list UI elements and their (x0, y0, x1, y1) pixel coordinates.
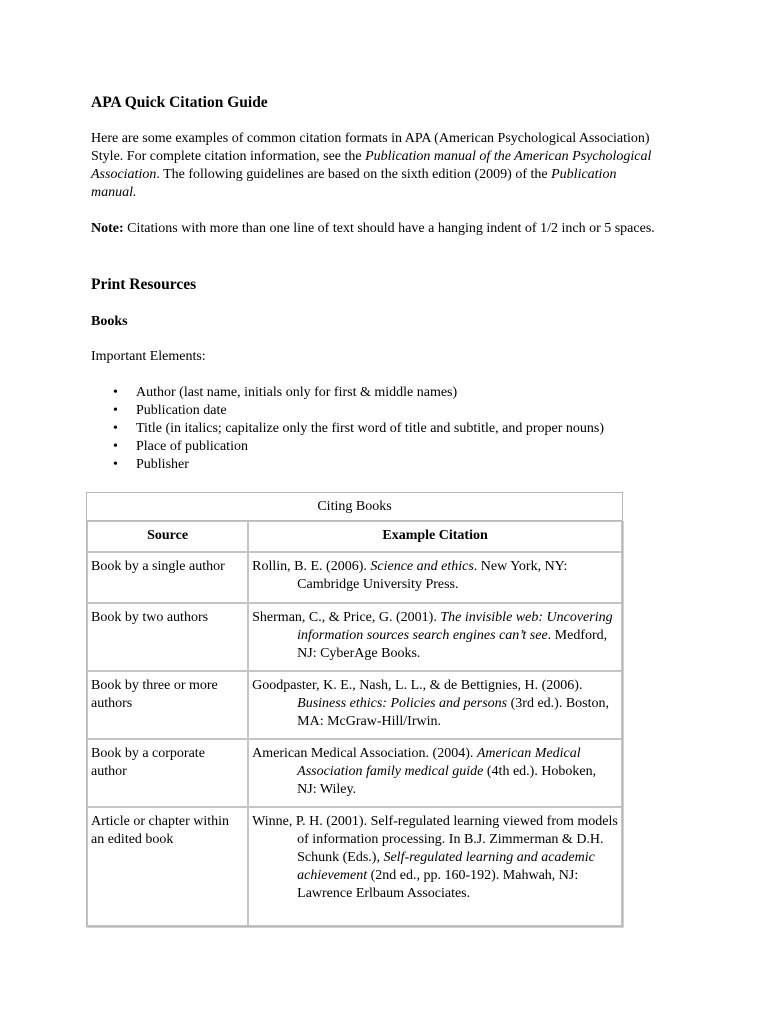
citation-author-year: Rollin, B. E. (2006). (252, 559, 371, 574)
note-label: Note: (91, 221, 124, 236)
table-caption: Citing Books (86, 492, 623, 520)
citation-publisher: (4th ed.). Hoboken, NJ: Wiley. (297, 764, 597, 797)
citation-title: The invisible web: Uncovering information sources search engines can’t see (297, 610, 613, 643)
list-item: • Publisher (91, 456, 604, 474)
important-elements-label: Important Elements: (91, 349, 206, 364)
source-cell: Book by three or more authors (87, 671, 248, 739)
table-header-row (87, 521, 622, 552)
source-cell: Book by two authors (87, 603, 248, 671)
citation-cell (248, 739, 622, 807)
citation-title: American Medical Association family medical guide (297, 746, 581, 779)
citation-author-year: American Medical Association. (2004). (252, 746, 477, 761)
intro-italic-manual-title: Publication manual of the American Psychological Association (91, 149, 652, 182)
table-row (87, 807, 622, 926)
source-cell: Book by a single author (87, 552, 248, 603)
citation-title: Business ethics: Policies and persons (297, 696, 508, 711)
section-heading-print-resources: Print Resources (91, 276, 197, 293)
citation-text (252, 745, 618, 799)
table-row (87, 671, 622, 739)
list-item: • Author (last name, initials only for first & middle names) (91, 384, 604, 402)
page-title: APA Quick Citation Guide (91, 94, 268, 111)
citation-author-year: Goodpaster, K. E., Nash, L. L., & de Bettignies, H. (2006). (252, 678, 583, 693)
citation-author-year: Winne, P. H. (2001). Self-regulated learning viewed from models of information processing. In B.J. Zimmerman & D.H. Schunk (Eds.), (252, 814, 618, 865)
intro-paragraph (91, 130, 656, 202)
important-elements-list (91, 384, 604, 474)
citation-text (252, 813, 618, 903)
table-row (87, 552, 622, 603)
note-paragraph (91, 220, 656, 238)
citation-author-year: Sherman, C., & Price, G. (2001). (252, 610, 441, 625)
citation-cell (248, 671, 622, 739)
list-item: • Title (in italics; capitalize only the first word of title and subtitle, and proper nouns) (91, 420, 604, 438)
citation-text (252, 558, 618, 594)
citation-publisher: (2nd ed., pp. 160-192). Mahwah, NJ: Lawrence Erlbaum Associates. (297, 868, 579, 901)
list-item: • Publication date (91, 402, 604, 420)
intro-text-2: . The following guidelines are based on the sixth edition (2009) of the (156, 167, 552, 182)
source-cell: Article or chapter within an edited book (87, 807, 248, 926)
note-text: Citations with more than one line of text should have a hanging indent of 1/2 inch or 5 spaces. (123, 221, 655, 236)
citation-text (252, 609, 618, 663)
intro-text-1: Here are some examples of common citation formats in APA (American Psychological Association) Style. For complete citation information, see the (91, 131, 650, 164)
table-row (87, 603, 622, 671)
citation-publisher: . New York, NY: Cambridge University Press. (297, 559, 568, 592)
list-item: • Place of publication (91, 438, 604, 456)
citation-title: Self-regulated learning and academic achievement (297, 850, 595, 883)
citation-cell (248, 807, 622, 926)
citation-text (252, 677, 618, 731)
citation-publisher: (3rd ed.). Boston, MA: McGraw-Hill/Irwin. (297, 696, 610, 729)
table-row (87, 739, 622, 807)
source-cell: Book by a corporate author (87, 739, 248, 807)
citing-books-table (86, 492, 623, 927)
citation-cell (248, 552, 622, 603)
intro-italic-manual: Publication manual. (91, 167, 617, 200)
citation-title: Science and ethics (370, 559, 474, 574)
citation-cell (248, 603, 622, 671)
subsection-heading-books: Books (91, 314, 128, 329)
citation-publisher: . Medford, NJ: CyberAge Books. (297, 628, 608, 661)
header-source: Source (87, 521, 248, 552)
header-example-citation: Example Citation (248, 521, 622, 552)
